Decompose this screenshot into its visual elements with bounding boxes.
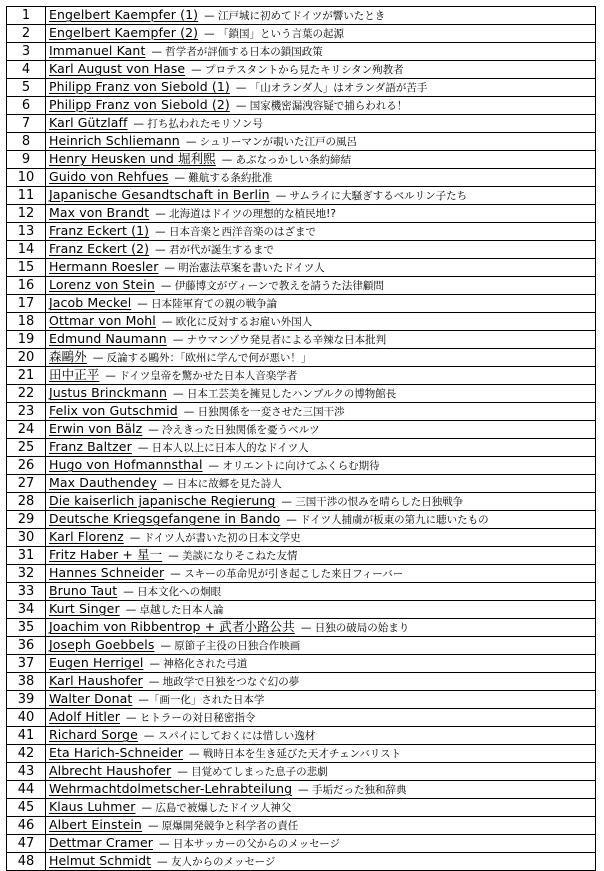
row-number: 43 bbox=[7, 763, 46, 781]
chapter-name: Franz Baltzer bbox=[49, 439, 132, 454]
table-row bbox=[7, 475, 596, 493]
table-row bbox=[7, 421, 596, 439]
chapter-entry bbox=[46, 673, 596, 691]
chapter-subtitle: — 打ち払われたモリソン号 bbox=[133, 118, 263, 130]
chapter-entry bbox=[46, 583, 596, 601]
chapter-subtitle: — 美談になりそこねた友情 bbox=[168, 550, 298, 562]
table-row bbox=[7, 565, 596, 583]
chapter-subtitle: — 「山オランダ人」はオランダ語が苦手 bbox=[235, 82, 428, 94]
chapter-name: Eta Harich-Schneider bbox=[49, 745, 183, 760]
chapter-entry bbox=[46, 817, 596, 835]
table-row bbox=[7, 151, 596, 169]
chapter-subtitle: — 北海道はドイツの理想的な植民地!? bbox=[155, 208, 336, 220]
table-row bbox=[7, 745, 596, 763]
chapter-name: Fritz Haber + 星一 bbox=[49, 547, 163, 562]
chapter-subtitle: — 日独の破局の始まり bbox=[300, 622, 410, 634]
chapter-subtitle: — ヒトラーの対日秘密指令 bbox=[126, 712, 256, 724]
row-number: 38 bbox=[7, 673, 46, 691]
chapter-entry bbox=[46, 385, 596, 403]
row-number: 45 bbox=[7, 799, 46, 817]
table-row bbox=[7, 169, 596, 187]
chapter-name: Walter Donat bbox=[49, 691, 133, 706]
chapter-name: Henry Heusken und 堀利熙 bbox=[49, 151, 216, 166]
chapter-subtitle: — 三国干渉の恨みを晴らした日独戦争 bbox=[281, 496, 464, 508]
chapter-subtitle: — 江戸城に初めてドイツが響いたとき bbox=[204, 10, 386, 22]
row-number: 44 bbox=[7, 781, 46, 799]
chapter-entry bbox=[46, 835, 596, 853]
table-row bbox=[7, 583, 596, 601]
table-row bbox=[7, 115, 596, 133]
chapter-subtitle: — 欧化に反対するお雇い外国人 bbox=[161, 316, 313, 328]
row-number: 14 bbox=[7, 241, 46, 259]
row-number: 3 bbox=[7, 43, 46, 61]
row-number: 8 bbox=[7, 133, 46, 151]
chapter-subtitle: — あぶなっかしい条約締結 bbox=[221, 154, 352, 166]
chapter-entry bbox=[46, 259, 596, 277]
chapter-entry bbox=[46, 169, 596, 187]
chapter-name: Karl Haushofer bbox=[49, 673, 143, 688]
table-row bbox=[7, 655, 596, 673]
row-number: 7 bbox=[7, 115, 46, 133]
row-number: 5 bbox=[7, 79, 46, 97]
chapter-subtitle: — 日本音楽と西洋音楽のはざまで bbox=[155, 226, 316, 238]
chapter-entry bbox=[46, 475, 596, 493]
chapter-name: Guido von Rehfues bbox=[49, 169, 169, 184]
table-row bbox=[7, 709, 596, 727]
chapter-entry bbox=[46, 457, 596, 475]
chapter-name: Engelbert Kaempfer (2) bbox=[49, 25, 199, 40]
row-number: 21 bbox=[7, 367, 46, 385]
row-number: 36 bbox=[7, 637, 46, 655]
chapter-list-table bbox=[6, 6, 596, 871]
chapter-name: Karl Florenz bbox=[49, 529, 124, 544]
chapter-entry bbox=[46, 133, 596, 151]
table-row bbox=[7, 763, 596, 781]
row-number: 41 bbox=[7, 727, 46, 745]
row-number: 13 bbox=[7, 223, 46, 241]
row-number: 15 bbox=[7, 259, 46, 277]
row-number: 33 bbox=[7, 583, 46, 601]
chapter-subtitle: — ドイツ皇帝を驚かせた日本人音楽学者 bbox=[105, 370, 298, 382]
row-number: 20 bbox=[7, 349, 46, 367]
chapter-name: Franz Eckert (1) bbox=[49, 223, 150, 238]
table-row bbox=[7, 619, 596, 637]
table-row bbox=[7, 511, 596, 529]
row-number: 1 bbox=[7, 7, 46, 25]
row-number: 17 bbox=[7, 295, 46, 313]
chapter-subtitle: — 君が代が誕生するまで bbox=[155, 244, 274, 256]
chapter-name: Hannes Schneider bbox=[49, 565, 165, 580]
chapter-name: Max von Brandt bbox=[49, 205, 150, 220]
chapter-entry bbox=[46, 79, 596, 97]
chapter-entry bbox=[46, 115, 596, 133]
chapter-entry bbox=[46, 97, 596, 115]
chapter-name: Japanische Gesandtschaft in Berlin bbox=[49, 187, 270, 202]
row-number: 10 bbox=[7, 169, 46, 187]
chapter-name: Joseph Goebbels bbox=[49, 637, 155, 652]
chapter-name: Felix von Gutschmid bbox=[49, 403, 178, 418]
row-number: 28 bbox=[7, 493, 46, 511]
table-row bbox=[7, 637, 596, 655]
row-number: 11 bbox=[7, 187, 46, 205]
table-row bbox=[7, 277, 596, 295]
chapter-entry bbox=[46, 241, 596, 259]
chapter-name: Richard Sorge bbox=[49, 727, 138, 742]
chapter-entry bbox=[46, 223, 596, 241]
table-row bbox=[7, 457, 596, 475]
chapter-subtitle: — ドイツ人捕虜が板東の第九に聴いたもの bbox=[286, 514, 489, 526]
chapter-entry bbox=[46, 601, 596, 619]
chapter-name: Max Dauthendey bbox=[49, 475, 157, 490]
chapter-name: Karl August von Hase bbox=[49, 61, 186, 76]
chapter-name: Franz Eckert (2) bbox=[49, 241, 150, 256]
chapter-subtitle: — 「鎖国」という言葉の起源 bbox=[204, 28, 344, 40]
chapter-subtitle: —「画一化」された日本学 bbox=[138, 694, 265, 706]
chapter-subtitle: — 原節子主役の日独合作映画 bbox=[160, 640, 301, 652]
chapter-entry bbox=[46, 619, 596, 637]
chapter-name: Jacob Meckel bbox=[49, 295, 132, 310]
chapter-subtitle: — 冷えきった日独関係を憂うベルツ bbox=[148, 424, 320, 436]
chapter-subtitle: — サムライに大騒ぎするベルリン子たち bbox=[275, 190, 468, 202]
table-row bbox=[7, 673, 596, 691]
table-row bbox=[7, 691, 596, 709]
row-number: 16 bbox=[7, 277, 46, 295]
chapter-entry bbox=[46, 511, 596, 529]
row-number: 22 bbox=[7, 385, 46, 403]
chapter-subtitle: — 卓越した日本人論 bbox=[125, 604, 224, 616]
row-number: 4 bbox=[7, 61, 46, 79]
chapter-name: Hermann Roesler bbox=[49, 259, 159, 274]
table-row bbox=[7, 79, 596, 97]
table-row bbox=[7, 799, 596, 817]
row-number: 37 bbox=[7, 655, 46, 673]
table-row bbox=[7, 367, 596, 385]
chapter-entry bbox=[46, 25, 596, 43]
chapter-entry bbox=[46, 853, 596, 871]
chapter-subtitle: — 日本に故郷を見た詩人 bbox=[162, 478, 282, 490]
chapter-entry bbox=[46, 547, 596, 565]
chapter-entry bbox=[46, 205, 596, 223]
row-number: 2 bbox=[7, 25, 46, 43]
chapter-subtitle: — 日本サッカーの父からのメッセージ bbox=[159, 838, 340, 850]
row-number: 42 bbox=[7, 745, 46, 763]
chapter-subtitle: — 明治憲法草案を書いたドイツ人 bbox=[164, 262, 325, 274]
chapter-subtitle: — 反論する鷗外：「欧州に学んで何が悪い！」 bbox=[92, 352, 312, 364]
row-number: 6 bbox=[7, 97, 46, 115]
chapter-subtitle: — ナウマンゾウ発見者による辛辣な日本批判 bbox=[172, 334, 387, 346]
chapter-name: 田中正平 bbox=[49, 367, 100, 382]
table-row bbox=[7, 529, 596, 547]
chapter-entry bbox=[46, 331, 596, 349]
chapter-name: Justus Brinckmann bbox=[49, 385, 168, 400]
chapter-subtitle: — 目覚めてしまった息子の悲劇 bbox=[177, 766, 328, 778]
chapter-name: Helmut Schmidt bbox=[49, 853, 152, 868]
row-number: 25 bbox=[7, 439, 46, 457]
table-row bbox=[7, 349, 596, 367]
chapter-name: Wehrmachtdolmetscher-Lehrabteilung bbox=[49, 781, 293, 796]
chapter-subtitle: — 哲学者が評価する日本の鎖国政策 bbox=[151, 46, 323, 58]
chapter-subtitle: — 地政学で日独をつなぐ幻の夢 bbox=[148, 676, 300, 688]
chapter-name: Adolf Hitler bbox=[49, 709, 121, 724]
table-row bbox=[7, 187, 596, 205]
row-number: 24 bbox=[7, 421, 46, 439]
chapter-entry bbox=[46, 529, 596, 547]
table-row bbox=[7, 313, 596, 331]
chapter-entry bbox=[46, 349, 596, 367]
table-row bbox=[7, 43, 596, 61]
table-row bbox=[7, 205, 596, 223]
chapter-name: Hugo von Hofmannsthal bbox=[49, 457, 203, 472]
chapter-name: Karl Gützlaff bbox=[49, 115, 128, 130]
chapter-entry bbox=[46, 799, 596, 817]
chapter-name: Erwin von Bälz bbox=[49, 421, 143, 436]
table-container bbox=[6, 6, 596, 871]
chapter-name: Bruno Taut bbox=[49, 583, 118, 598]
table-row bbox=[7, 259, 596, 277]
chapter-entry bbox=[46, 367, 596, 385]
table-row bbox=[7, 547, 596, 565]
table-row bbox=[7, 241, 596, 259]
chapter-subtitle: — 日本陸軍育ての親の戦争論 bbox=[137, 298, 278, 310]
chapter-entry bbox=[46, 745, 596, 763]
chapter-entry bbox=[46, 7, 596, 25]
chapter-entry bbox=[46, 403, 596, 421]
chapter-entry bbox=[46, 439, 596, 457]
chapter-entry bbox=[46, 709, 596, 727]
row-number: 35 bbox=[7, 619, 46, 637]
chapter-subtitle: — プロテスタントから見たキリシタン殉教者 bbox=[191, 64, 404, 76]
chapter-name: Edmund Naumann bbox=[49, 331, 167, 346]
table-row bbox=[7, 439, 596, 457]
chapter-entry bbox=[46, 295, 596, 313]
table-row bbox=[7, 295, 596, 313]
chapter-subtitle: — 原爆開発競争と科学者の責任 bbox=[147, 820, 299, 832]
chapter-name: Albert Einstein bbox=[49, 817, 142, 832]
table-row bbox=[7, 817, 596, 835]
chapter-subtitle: — 戦時日本を生き延びた天才チェンバリスト bbox=[189, 748, 402, 760]
table-row bbox=[7, 601, 596, 619]
row-number: 30 bbox=[7, 529, 46, 547]
table-row bbox=[7, 223, 596, 241]
row-number: 18 bbox=[7, 313, 46, 331]
chapter-name: Engelbert Kaempfer (1) bbox=[49, 7, 199, 22]
row-number: 9 bbox=[7, 151, 46, 169]
row-number: 34 bbox=[7, 601, 46, 619]
chapter-name: 森鷗外 bbox=[49, 349, 87, 364]
chapter-subtitle: — 日本工芸美を擁見したハンブルクの博物館長 bbox=[173, 388, 397, 400]
chapter-subtitle: — スキーの革命児が引き起こした来日フィーバー bbox=[170, 568, 404, 580]
chapter-name: Deutsche Kriegsgefangene in Bando bbox=[49, 511, 281, 526]
row-number: 23 bbox=[7, 403, 46, 421]
chapter-entry bbox=[46, 493, 596, 511]
chapter-entry bbox=[46, 691, 596, 709]
row-number: 32 bbox=[7, 565, 46, 583]
row-number: 29 bbox=[7, 511, 46, 529]
table-row bbox=[7, 853, 596, 871]
row-number: 46 bbox=[7, 817, 46, 835]
chapter-name: Heinrich Schliemann bbox=[49, 133, 180, 148]
table-row bbox=[7, 403, 596, 421]
chapter-list-body bbox=[7, 7, 596, 871]
chapter-subtitle: — 神格化された弓道 bbox=[149, 658, 248, 670]
chapter-name: Dettmar Cramer bbox=[49, 835, 153, 850]
chapter-subtitle: — 日本文化への炯眼 bbox=[123, 586, 222, 598]
chapter-subtitle: — 難航する条約批准 bbox=[174, 172, 273, 184]
chapter-subtitle: — 伊藤博文がヴィーンで教えを請うた法律顧問 bbox=[160, 280, 384, 292]
chapter-name: Die kaiserlich japanische Regierung bbox=[49, 493, 276, 508]
row-number: 12 bbox=[7, 205, 46, 223]
row-number: 27 bbox=[7, 475, 46, 493]
row-number: 40 bbox=[7, 709, 46, 727]
chapter-entry bbox=[46, 277, 596, 295]
chapter-name: Philipp Franz von Siebold (2) bbox=[49, 97, 230, 112]
chapter-entry bbox=[46, 763, 596, 781]
chapter-name: Joachim von Ribbentrop + 武者小路公共 bbox=[49, 619, 295, 634]
table-row bbox=[7, 61, 596, 79]
row-number: 26 bbox=[7, 457, 46, 475]
table-row bbox=[7, 7, 596, 25]
chapter-entry bbox=[46, 655, 596, 673]
chapter-name: Lorenz von Stein bbox=[49, 277, 155, 292]
row-number: 31 bbox=[7, 547, 46, 565]
chapter-entry bbox=[46, 43, 596, 61]
row-number: 19 bbox=[7, 331, 46, 349]
chapter-subtitle: — ドイツ人が書いた初の日本文学史 bbox=[129, 532, 301, 544]
chapter-name: Eugen Herrigel bbox=[49, 655, 144, 670]
chapter-subtitle: — 日独関係を一変させた三国干渉 bbox=[183, 406, 345, 418]
chapter-name: Kurt Singer bbox=[49, 601, 120, 616]
table-row bbox=[7, 493, 596, 511]
chapter-subtitle: — スパイにしておくには惜しい逸材 bbox=[143, 730, 316, 742]
chapter-entry bbox=[46, 565, 596, 583]
chapter-entry bbox=[46, 61, 596, 79]
table-row bbox=[7, 727, 596, 745]
row-number: 39 bbox=[7, 691, 46, 709]
row-number: 48 bbox=[7, 853, 46, 871]
chapter-name: Immanuel Kant bbox=[49, 43, 146, 58]
table-row bbox=[7, 385, 596, 403]
chapter-subtitle: — 広島で被爆したドイツ人神父 bbox=[141, 802, 292, 814]
chapter-name: Philipp Franz von Siebold (1) bbox=[49, 79, 230, 94]
chapter-subtitle: — 手垢だった独和辞典 bbox=[298, 784, 407, 796]
chapter-entry bbox=[46, 313, 596, 331]
table-row bbox=[7, 133, 596, 151]
chapter-entry bbox=[46, 421, 596, 439]
chapter-name: Klaus Luhmer bbox=[49, 799, 136, 814]
chapter-entry bbox=[46, 187, 596, 205]
chapter-name: Albrecht Haushofer bbox=[49, 763, 172, 778]
chapter-subtitle: — 友人からのメッセージ bbox=[157, 856, 276, 868]
chapter-subtitle: — 国家機密漏洩容疑で捕らわれる！ bbox=[235, 100, 408, 112]
table-row bbox=[7, 25, 596, 43]
chapter-entry bbox=[46, 151, 596, 169]
chapter-subtitle: — オリエントに向けてふくらむ期待 bbox=[208, 460, 380, 472]
table-row bbox=[7, 331, 596, 349]
table-row bbox=[7, 97, 596, 115]
chapter-entry bbox=[46, 637, 596, 655]
chapter-name: Ottmar von Mohl bbox=[49, 313, 156, 328]
table-row bbox=[7, 835, 596, 853]
chapter-entry bbox=[46, 727, 596, 745]
chapter-subtitle: — シュリーマンが覗いた江戸の風呂 bbox=[185, 136, 357, 148]
chapter-subtitle: — 日本人以上に日本人的なドイツ人 bbox=[137, 442, 309, 454]
row-number: 47 bbox=[7, 835, 46, 853]
